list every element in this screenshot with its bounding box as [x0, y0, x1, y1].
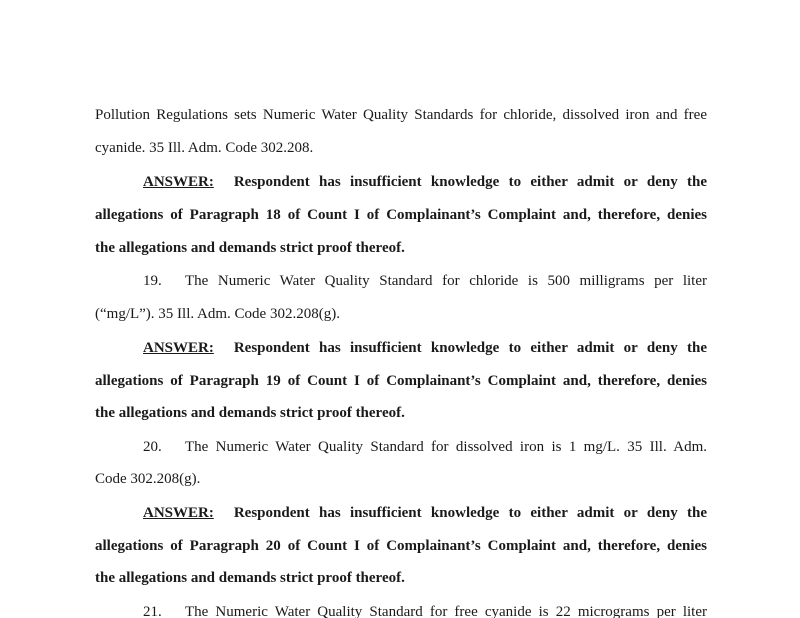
answer-20-line-1: [95, 502, 707, 524]
paragraph-19-text: The Numeric Water Quality Standard for chloride is 500 milligrams per liter: [185, 273, 707, 289]
paragraph-20-line-1: [95, 436, 707, 458]
answer-20-line-2: allegations of Paragraph 20 of Count I of Complainant’s Complaint and, therefore, denies: [95, 538, 707, 554]
paragraph-21-number: 21.: [143, 604, 162, 618]
answer-19-line-2: allegations of Paragraph 19 of Count I of Complainant’s Complaint and, therefore, denies: [95, 373, 707, 389]
answer-20-label: ANSWER:: [143, 505, 214, 521]
paragraph-21-line-1: [95, 601, 707, 618]
paragraph-19-line-2: (“mg/L”). 35 Ill. Adm. Code 302.208(g).: [95, 306, 340, 322]
paragraph-19-line-1: [95, 270, 707, 292]
answer-18-line-3: the allegations and demands strict proof thereof.: [95, 240, 405, 256]
paragraph-20-number: 20.: [143, 439, 162, 455]
answer-19-label: ANSWER:: [143, 340, 214, 356]
answer-20-line-3: the allegations and demands strict proof thereof.: [95, 570, 405, 586]
answer-20-text: Respondent has insufficient knowledge to either admit or deny the: [233, 505, 707, 521]
paragraph-17-line-1: Pollution Regulations sets Numeric Water Quality Standards for chloride, dissolved iron and free: [95, 107, 707, 123]
paragraph-21-text: The Numeric Water Quality Standard for free cyanide is 22 micrograms per liter: [185, 604, 707, 618]
answer-19-line-3: the allegations and demands strict proof thereof.: [95, 405, 405, 421]
paragraph-19-number: 19.: [143, 273, 162, 289]
answer-18-line-2: allegations of Paragraph 18 of Count I of Complainant’s Complaint and, therefore, denies: [95, 207, 707, 223]
paragraph-20-text: The Numeric Water Quality Standard for dissolved iron is 1 mg/L. 35 Ill. Adm.: [185, 439, 707, 455]
answer-19-text: Respondent has insufficient knowledge to either admit or deny the: [233, 340, 707, 356]
paragraph-17-line-2: cyanide. 35 Ill. Adm. Code 302.208.: [95, 140, 314, 156]
answer-19-line-1: [95, 337, 707, 359]
answer-18-label: ANSWER:: [143, 174, 214, 190]
paragraph-20-line-2: Code 302.208(g).: [95, 471, 201, 487]
answer-18-line-1: [95, 171, 707, 193]
answer-18-text: Respondent has insufficient knowledge to either admit or deny the: [233, 174, 707, 190]
